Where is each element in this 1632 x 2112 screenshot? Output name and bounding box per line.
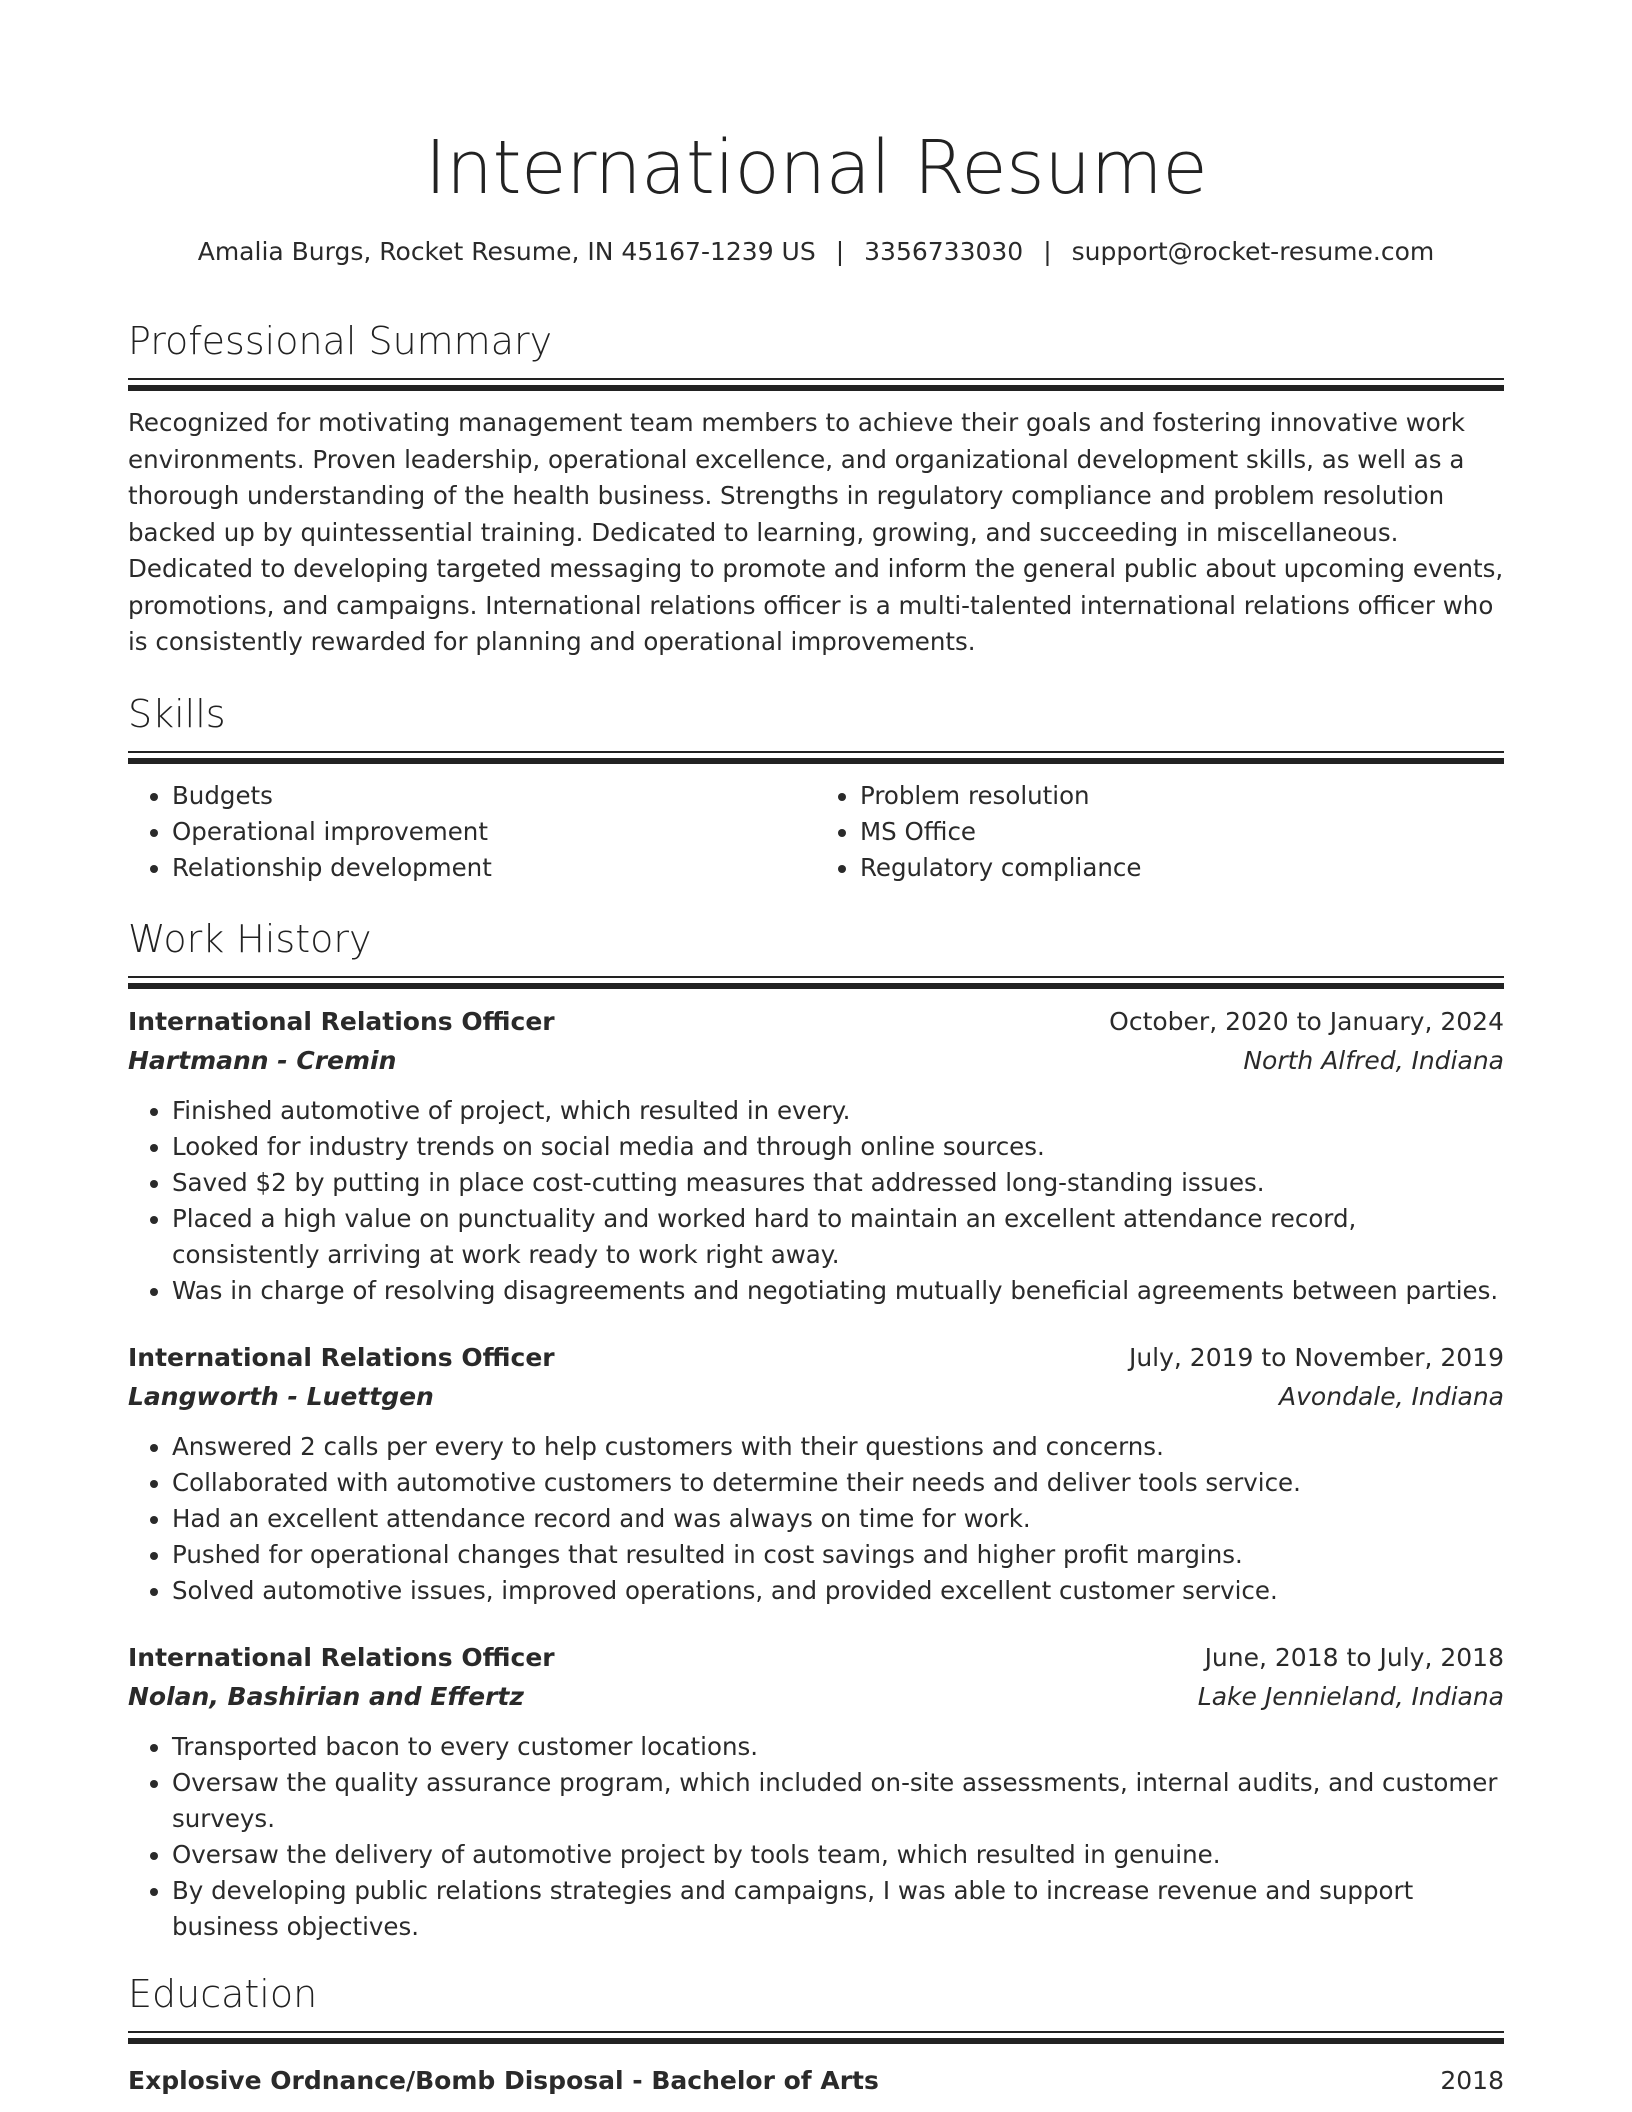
job-dates: October, 2020 to January, 2024 bbox=[1109, 1006, 1504, 1036]
skill-item: • Operational improvement bbox=[172, 814, 816, 850]
resume-page bbox=[128, 0, 1504, 2100]
job-dates: June, 2018 to July, 2018 bbox=[1204, 1642, 1504, 1672]
skills-column-right bbox=[816, 778, 1504, 886]
job-bullet: • Had an excellent attendance record and was always on time for work. bbox=[172, 1501, 1504, 1537]
job-dates: July, 2019 to November, 2019 bbox=[1128, 1342, 1504, 1372]
work-heading: Work History bbox=[128, 916, 372, 961]
summary-heading: Professional Summary bbox=[128, 319, 553, 363]
skill-item: • MS Office bbox=[860, 814, 1504, 850]
job-bullet: • Answered 2 calls per every to help customers with their questions and concerns. bbox=[172, 1429, 1504, 1465]
contact-email: support@rocket-resume.com bbox=[1071, 237, 1435, 266]
job-title: International Relations Officer bbox=[128, 1642, 555, 1672]
contact-address: Amalia Burgs, Rocket Resume, IN 45167-1239 US bbox=[197, 237, 816, 266]
summary-text: Recognized for motivating management team members to achieve their goals and fostering innovative work environments. Proven leadership, operational excellence, and organizational development skills, as well as a thorough understanding of the health business. Strengths in regulatory compliance and problem resolution backed up by quintessential training. Dedicated to learning, growing, and succeeding in miscellaneous. Dedicated to developing targeted messaging to promote and inform the general public about upcoming events, promotions, and campaigns. International relations officer is a multi-talented international relations officer who is consistently rewarded for planning and operational improvements. bbox=[128, 408, 1504, 656]
job-company: Langworth - Luettgen bbox=[128, 1381, 434, 1411]
contact-phone: 3356733030 bbox=[864, 237, 1024, 266]
contact-line bbox=[128, 234, 1504, 270]
job-bullet: • Finished automotive of project, which resulted in every. bbox=[172, 1093, 1504, 1129]
job-location: Avondale, Indiana bbox=[1279, 1381, 1504, 1411]
job-company: Hartmann - Cremin bbox=[128, 1045, 397, 1075]
job-company: Nolan, Bashirian and Effertz bbox=[128, 1681, 524, 1711]
job-title: International Relations Officer bbox=[128, 1342, 555, 1372]
skills-heading: Skills bbox=[128, 691, 226, 736]
section-divider bbox=[128, 751, 1504, 764]
skills-list bbox=[128, 778, 1504, 886]
section-divider bbox=[128, 976, 1504, 989]
education-heading: Education bbox=[128, 1971, 318, 2016]
skill-item: • Problem resolution bbox=[860, 778, 1504, 814]
job-bullets bbox=[128, 1429, 1504, 1609]
job-entry bbox=[128, 1639, 1504, 1945]
job-bullet: • Saved $2 by putting in place cost-cutting measures that addressed long-standing issues. bbox=[172, 1165, 1504, 1201]
contact-separator: | bbox=[835, 237, 845, 266]
job-bullet: • Pushed for operational changes that resulted in cost savings and higher profit margins. bbox=[172, 1537, 1504, 1573]
education-entry bbox=[128, 2062, 1504, 2100]
job-entry bbox=[128, 1003, 1504, 1309]
job-entry bbox=[128, 1339, 1504, 1609]
job-bullet: • Collaborated with automotive customers to determine their needs and deliver tools service. bbox=[172, 1465, 1504, 1501]
job-bullet: • Looked for industry trends on social media and through online sources. bbox=[172, 1129, 1504, 1165]
job-bullet: • By developing public relations strategies and campaigns, I was able to increase revenue and support business objectives. bbox=[172, 1873, 1504, 1945]
summary-section-header bbox=[128, 318, 1504, 391]
work-section-header bbox=[128, 916, 1504, 989]
job-bullet: • Was in charge of resolving disagreements and negotiating mutually beneficial agreements between parties. bbox=[172, 1273, 1504, 1309]
section-divider bbox=[128, 2031, 1504, 2044]
job-bullet: • Oversaw the quality assurance program, which included on-site assessments, internal audits, and customer surveys. bbox=[172, 1765, 1504, 1837]
skills-section-header bbox=[128, 691, 1504, 764]
resume-title: International Resume bbox=[424, 125, 1208, 211]
skill-item: • Regulatory compliance bbox=[860, 850, 1504, 886]
job-bullet: • Oversaw the delivery of automotive project by tools team, which resulted in genuine. bbox=[172, 1837, 1504, 1873]
section-divider bbox=[128, 378, 1504, 391]
job-bullet: • Solved automotive issues, improved operations, and provided excellent customer service. bbox=[172, 1573, 1504, 1609]
job-bullets bbox=[128, 1729, 1504, 1945]
education-degree: Explosive Ordnance/Bomb Disposal - Bachelor of Arts bbox=[128, 2065, 879, 2095]
job-bullet: • Placed a high value on punctuality and worked hard to maintain an excellent attendance record, consistently arriving at work ready to work right away. bbox=[172, 1201, 1504, 1273]
skills-column-left bbox=[128, 778, 816, 886]
contact-separator: | bbox=[1043, 237, 1052, 266]
job-location: Lake Jennieland, Indiana bbox=[1197, 1681, 1504, 1711]
job-bullets bbox=[128, 1093, 1504, 1309]
skill-item: • Relationship development bbox=[172, 850, 816, 886]
job-bullet: • Transported bacon to every customer locations. bbox=[172, 1729, 1504, 1765]
job-title: International Relations Officer bbox=[128, 1006, 555, 1036]
education-year: 2018 bbox=[1440, 2065, 1504, 2095]
job-location: North Alfred, Indiana bbox=[1243, 1045, 1504, 1075]
education-section-header bbox=[128, 1971, 1504, 2044]
skill-item: • Budgets bbox=[172, 778, 816, 814]
